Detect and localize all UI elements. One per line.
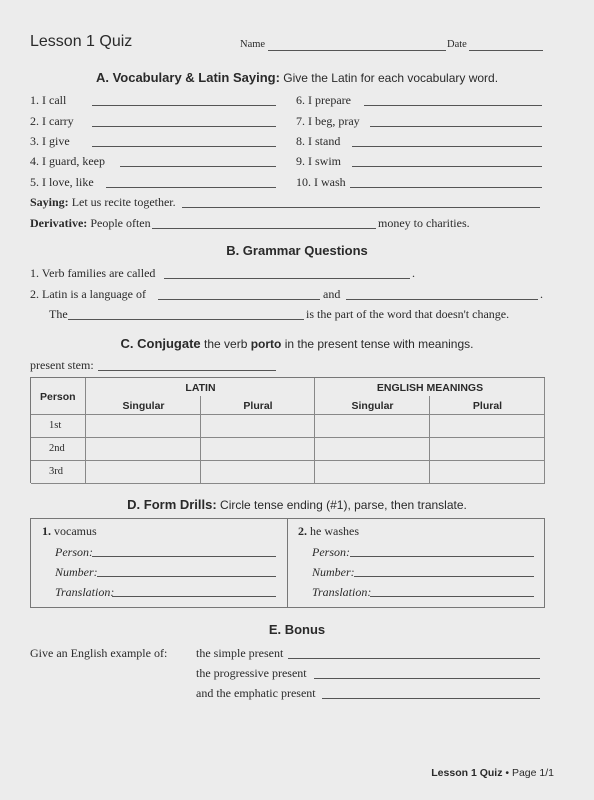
grammar-q1: 1. Verb families are called: [30, 266, 156, 280]
grammar-q2-and: and: [323, 287, 341, 301]
header-person: Person: [40, 391, 76, 403]
header-latin: LATIN: [185, 382, 216, 394]
saying-line: [30, 195, 176, 210]
cell-1st-latin-singular[interactable]: [86, 415, 201, 438]
drill-1-person-answer[interactable]: [92, 556, 276, 557]
grammar-q3-start: The: [49, 307, 68, 321]
section-d-title: D. Form Drills:: [127, 497, 217, 512]
cell-3rd-english-singular[interactable]: [315, 461, 430, 484]
drill-1-number: 1.: [42, 524, 51, 538]
vocab-item-10: 10. I wash: [296, 175, 346, 189]
section-c-heading: [0, 336, 594, 351]
present-stem-label: present stem:: [30, 358, 94, 372]
name-field[interactable]: [268, 50, 446, 51]
vocab-item-7: 7. I beg, pray: [296, 114, 360, 128]
vocab-answer-4[interactable]: [120, 166, 276, 167]
cell-1st-english-plural[interactable]: [430, 415, 545, 438]
bonus-item-2: the progressive present: [196, 666, 307, 680]
drill-2-number-answer[interactable]: [354, 576, 534, 577]
derivative-line: [30, 216, 151, 231]
drill-1-word: vocamus: [51, 524, 97, 538]
vocab-item-3: 3. I give: [30, 134, 70, 148]
derivative-label: Derivative:: [30, 216, 88, 230]
cell-3rd-latin-singular[interactable]: [86, 461, 201, 484]
vocab-item-6: 6. I prepare: [296, 93, 351, 107]
header-english: ENGLISH MEANINGS: [376, 382, 484, 394]
section-d-heading: [0, 497, 594, 512]
row-1st-label: 1st: [49, 420, 62, 431]
grammar-q2-end: .: [540, 287, 543, 301]
date-label: Date: [447, 39, 467, 50]
section-a-instructions: Give the Latin for each vocabulary word.: [279, 71, 499, 85]
section-a-heading: [0, 70, 594, 85]
bonus-item-3: and the emphatic present: [196, 686, 316, 700]
form-drills-divider: [287, 518, 288, 608]
header-english-singular: Singular: [351, 400, 394, 412]
saying-text: Let us recite together.: [68, 195, 176, 209]
drill-1-translation-answer[interactable]: [112, 596, 276, 597]
row-2nd-label: 2nd: [49, 443, 65, 454]
drill-2-person-label: Person:: [312, 545, 350, 559]
grammar-answer-2b[interactable]: [346, 299, 538, 300]
grammar-q2: 2. Latin is a language of: [30, 287, 146, 301]
section-a-title: A. Vocabulary & Latin Saying:: [95, 70, 280, 85]
section-b-title: B. Grammar Questions: [226, 243, 368, 258]
vocab-answer-6[interactable]: [364, 105, 542, 106]
drill-2-prompt: [298, 524, 359, 539]
conjugation-table: [30, 377, 545, 483]
drill-1-number-answer[interactable]: [97, 576, 276, 577]
grammar-q3-end: is the part of the word that doesn't change.: [306, 307, 510, 321]
derivative-text: People often: [87, 216, 151, 230]
cell-3rd-english-plural[interactable]: [430, 461, 545, 484]
grammar-answer-2a[interactable]: [158, 299, 320, 300]
grammar-answer-3[interactable]: [68, 319, 304, 320]
drill-2-number: 2.: [298, 524, 307, 538]
bonus-item-1: the simple present: [196, 646, 284, 660]
drill-1-translation-label: Translation:: [55, 585, 115, 599]
section-c-verb: porto: [250, 337, 282, 351]
drill-1-number-label: Number:: [55, 565, 98, 579]
cell-2nd-latin-singular[interactable]: [86, 438, 201, 461]
bonus-answer-2[interactable]: [314, 678, 540, 679]
cell-2nd-english-plural[interactable]: [430, 438, 545, 461]
section-c-instructions-mid: the verb: [200, 337, 251, 351]
derivative-answer[interactable]: [152, 228, 376, 229]
drill-1-prompt: [42, 524, 97, 539]
cell-1st-latin-plural[interactable]: [201, 415, 315, 438]
page-title: Lesson 1 Quiz: [30, 33, 133, 50]
vocab-answer-5[interactable]: [106, 187, 276, 188]
date-field[interactable]: [469, 50, 543, 51]
footer-title: Lesson 1 Quiz: [431, 767, 503, 779]
vocab-answer-10[interactable]: [350, 187, 542, 188]
cell-2nd-latin-plural[interactable]: [201, 438, 315, 461]
section-d-instructions: Circle tense ending (#1), parse, then translate.: [216, 498, 467, 512]
page-footer: [431, 767, 554, 779]
section-e-heading: [0, 622, 594, 637]
present-stem-answer[interactable]: [98, 370, 276, 371]
vocab-answer-7[interactable]: [370, 126, 542, 127]
vocab-item-4: 4. I guard, keep: [30, 154, 105, 168]
vocab-item-2: 2. I carry: [30, 114, 74, 128]
drill-2-word: he washes: [307, 524, 359, 538]
header-latin-plural: Plural: [243, 400, 273, 412]
bonus-answer-1[interactable]: [288, 658, 540, 659]
vocab-answer-8[interactable]: [352, 146, 542, 147]
vocab-item-5: 5. I love, like: [30, 175, 94, 189]
section-e-title: E. Bonus: [268, 622, 326, 637]
grammar-answer-1[interactable]: [164, 278, 410, 279]
vocab-answer-2[interactable]: [92, 126, 276, 127]
header-english-plural: Plural: [472, 400, 503, 412]
vocab-item-9: 9. I swim: [296, 154, 341, 168]
footer-page: • Page 1/1: [502, 767, 554, 779]
vocab-answer-3[interactable]: [92, 146, 276, 147]
drill-2-person-answer[interactable]: [350, 556, 534, 557]
section-b-heading: [0, 243, 594, 258]
drill-2-translation-answer[interactable]: [370, 596, 534, 597]
vocab-item-8: 8. I stand: [296, 134, 341, 148]
saying-answer[interactable]: [182, 207, 540, 208]
vocab-answer-9[interactable]: [352, 166, 542, 167]
header-latin-singular: Singular: [122, 400, 165, 412]
bonus-prompt: Give an English example of:: [30, 646, 168, 660]
drill-1-person-label: Person:: [55, 545, 93, 559]
vocab-answer-1[interactable]: [92, 105, 276, 106]
drill-2-translation-label: Translation:: [312, 585, 372, 599]
vocab-item-1: 1. I call: [30, 93, 67, 107]
section-c-instructions-rest: in the present tense with meanings.: [281, 337, 474, 351]
saying-label: Saying:: [30, 195, 69, 209]
derivative-end: money to charities.: [378, 216, 470, 230]
row-3rd-label: 3rd: [49, 466, 63, 477]
cell-3rd-latin-plural[interactable]: [201, 461, 315, 484]
drill-2-number-label: Number:: [312, 565, 355, 579]
section-c-title: C. Conjugate: [120, 336, 201, 351]
name-label: Name: [240, 39, 266, 50]
bonus-answer-3[interactable]: [322, 698, 540, 699]
grammar-q1-end: .: [412, 266, 415, 280]
cell-2nd-english-singular[interactable]: [315, 438, 430, 461]
cell-1st-english-singular[interactable]: [315, 415, 430, 438]
